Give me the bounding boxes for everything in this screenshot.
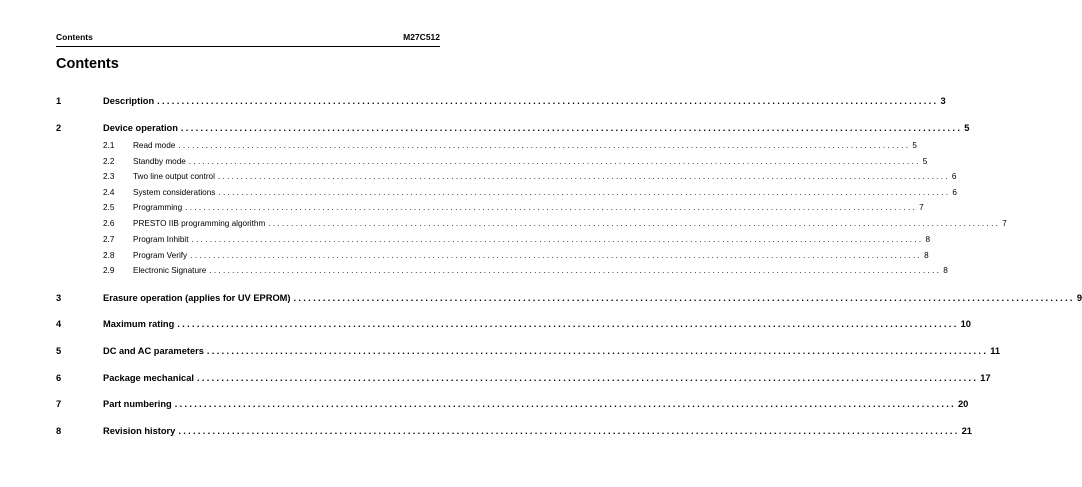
toc-leader-dots: ................................................................................................................................................................	[188, 157, 921, 166]
toc-number: 2	[56, 123, 62, 133]
toc-entry	[103, 398, 969, 410]
toc-chapter-row[interactable]	[56, 122, 970, 134]
toc-page-number: 5	[964, 123, 970, 133]
toc-number: 8	[56, 426, 62, 436]
toc-label: Part numbering	[103, 399, 172, 409]
toc-leader-dots: ................................................................................................................................................................	[218, 188, 951, 197]
toc-chapter-row[interactable]	[56, 398, 969, 410]
toc-entry	[133, 171, 957, 183]
toc-entry	[133, 202, 924, 214]
toc-number: 5	[56, 346, 62, 356]
toc-entry	[103, 345, 1001, 357]
toc-page-number: 21	[961, 426, 972, 436]
toc-page-number: 11	[990, 346, 1001, 356]
toc-section-row[interactable]	[56, 140, 917, 152]
toc-section-row[interactable]	[56, 218, 1007, 230]
toc-page-number: 3	[940, 96, 946, 106]
toc-entry	[133, 187, 957, 199]
header-section-title: Contents	[56, 32, 93, 42]
toc-label: Package mechanical	[103, 373, 194, 383]
toc-chapter-row[interactable]	[56, 425, 972, 437]
toc-entry	[133, 156, 928, 168]
toc-entry	[133, 265, 948, 277]
toc-entry	[103, 425, 972, 437]
toc-number: 2.9	[103, 266, 115, 275]
page-title: Contents	[56, 56, 119, 72]
toc-label: Program Verify	[133, 251, 188, 260]
toc-number: 6	[56, 373, 62, 383]
toc-number: 2.8	[103, 251, 115, 260]
toc-label: PRESTO IIB programming algorithm	[133, 219, 266, 228]
toc-section-row[interactable]	[56, 265, 948, 277]
toc-label: System considerations	[133, 188, 216, 197]
toc-label: Standby mode	[133, 157, 186, 166]
toc-label: DC and AC parameters	[103, 346, 204, 356]
toc-leader-dots: ................................................................................................................................................................	[196, 373, 979, 383]
toc-entry	[103, 95, 946, 107]
toc-page-number: 5	[912, 141, 917, 150]
toc-leader-dots: ................................................................................................................................................................	[180, 123, 963, 133]
toc-label: Programming	[133, 203, 183, 212]
header-part-number: M27C512	[403, 32, 440, 42]
toc-page-number: 10	[960, 319, 971, 329]
toc-entry	[133, 218, 1007, 230]
toc-number: 7	[56, 399, 62, 409]
toc-number: 1	[56, 96, 62, 106]
toc-section-row[interactable]	[56, 171, 957, 183]
toc-page-number: 9	[1076, 293, 1082, 303]
page-header	[56, 30, 440, 47]
toc-number: 2.7	[103, 235, 115, 244]
toc-label: Revision history	[103, 426, 176, 436]
toc-section-row[interactable]	[56, 187, 957, 199]
toc-number: 3	[56, 293, 62, 303]
toc-label: Read mode	[133, 141, 176, 150]
toc-number: 2.4	[103, 188, 115, 197]
toc-label: Erasure operation (applies for UV EPROM)	[103, 293, 291, 303]
toc-entry	[103, 372, 991, 384]
toc-leader-dots: ................................................................................................................................................................	[191, 235, 924, 244]
toc-leader-dots: ................................................................................................................................................................	[293, 293, 1075, 303]
toc-number: 4	[56, 319, 62, 329]
toc-chapter-row[interactable]	[56, 292, 1082, 304]
toc-page-number: 8	[943, 266, 948, 275]
toc-leader-dots: ................................................................................................................................................................	[174, 399, 956, 409]
toc-label: Description	[103, 96, 155, 106]
toc-entry	[133, 250, 929, 262]
toc-entry	[133, 234, 931, 246]
toc-section-row[interactable]	[56, 156, 928, 168]
toc-number: 2.1	[103, 141, 115, 150]
toc-chapter-row[interactable]	[56, 372, 991, 384]
toc-entry	[133, 140, 917, 152]
toc-entry	[103, 318, 971, 330]
toc-leader-dots: ................................................................................................................................................................	[157, 96, 939, 106]
toc-number: 2.3	[103, 172, 115, 181]
toc-leader-dots: ................................................................................................................................................................	[178, 141, 911, 150]
toc-leader-dots: ................................................................................................................................................................	[190, 251, 923, 260]
toc-page-number: 20	[957, 399, 969, 409]
toc-label: Device operation	[103, 123, 178, 133]
toc-page-number: 5	[922, 157, 928, 166]
toc-label: Electronic Signature	[133, 266, 207, 275]
toc-page-number: 7	[919, 203, 924, 212]
toc-entry	[103, 122, 970, 134]
toc-section-row[interactable]	[56, 250, 929, 262]
toc-leader-dots: ................................................................................................................................................................	[185, 203, 918, 212]
toc-number: 2.2	[103, 157, 115, 166]
toc-page-number: 7	[1002, 219, 1007, 228]
toc-section-row[interactable]	[56, 234, 931, 246]
toc-number: 2.5	[103, 203, 115, 212]
toc-leader-dots: ................................................................................................................................................................	[209, 266, 942, 275]
toc-page-number: 6	[951, 172, 957, 181]
toc-leader-dots: ................................................................................................................................................................	[217, 172, 950, 181]
toc-leader-dots: ................................................................................................................................................................	[177, 319, 959, 329]
toc-chapter-row[interactable]	[56, 318, 971, 330]
toc-page-number: 8	[924, 251, 929, 260]
toc-page-number: 6	[952, 188, 957, 197]
toc-leader-dots: ................................................................................................................................................................	[206, 346, 989, 356]
toc-entry	[103, 292, 1082, 304]
toc-section-row[interactable]	[56, 202, 924, 214]
toc-label: Two line output control	[133, 172, 215, 181]
toc-leader-dots: ................................................................................................................................................................	[178, 426, 960, 436]
toc-chapter-row[interactable]	[56, 345, 1001, 357]
toc-chapter-row[interactable]	[56, 95, 946, 107]
toc-number: 2.6	[103, 219, 115, 228]
toc-label: Program Inhibit	[133, 235, 189, 244]
toc-leader-dots: ................................................................................................................................................................	[268, 219, 1001, 228]
toc-page-number: 17	[980, 373, 991, 383]
toc-label: Maximum rating	[103, 319, 175, 329]
toc-page-number: 8	[925, 235, 931, 244]
